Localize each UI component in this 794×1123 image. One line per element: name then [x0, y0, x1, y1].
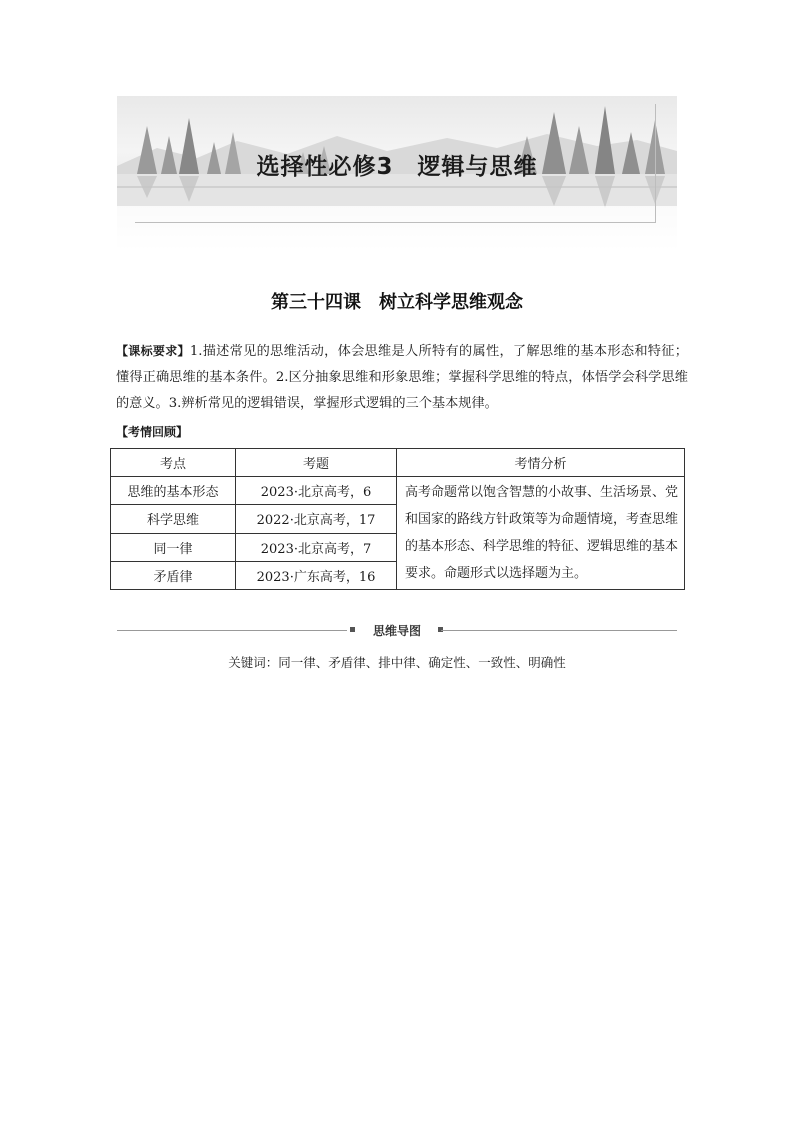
banner-title: 选择性必修3 逻辑与思维 [256, 154, 538, 180]
requirements-label: 【课标要求】 [116, 344, 190, 358]
cell-question: 2023·北京高考，7 [236, 533, 397, 561]
curriculum-requirements [116, 338, 688, 417]
lesson-title: 第三十四课 树立科学思维观念 [271, 292, 523, 313]
cell-question: 2023·广东高考，16 [236, 561, 397, 589]
divider-line-left [117, 630, 347, 631]
cell-point: 同一律 [111, 533, 236, 561]
header-banner [117, 96, 677, 254]
cell-point: 科学思维 [111, 505, 236, 533]
exam-review-table [110, 448, 685, 590]
cell-question: 2023·北京高考，6 [236, 477, 397, 505]
table-row [111, 477, 685, 505]
table-header-row [111, 449, 685, 477]
requirements-text: 1.描述常见的思维活动，体会思维是人所特有的属性，了解思维的基本形态和特征；懂得正确思维的基本条件。2.区分抽象思维和形象思维；掌握科学思维的特点，体悟学会科学思维的意义。3.辨析常见的逻辑错误，掌握形式逻辑的三个基本规律。 [116, 344, 688, 411]
header-analysis: 考情分析 [397, 449, 685, 477]
cell-question: 2022·北京高考，17 [236, 505, 397, 533]
mindmap-section-divider [117, 621, 677, 641]
divider-line-right [441, 630, 677, 631]
header-question: 考题 [236, 449, 397, 477]
cell-point: 矛盾律 [111, 561, 236, 589]
cell-analysis: 高考命题常以饱含智慧的小故事、生活场景、党和国家的路线方针政策等为命题情境，考查思维的基本形态、科学思维的特征、逻辑思维的基本要求。命题形式以选择题为主。 [397, 477, 685, 590]
header-point: 考点 [111, 449, 236, 477]
cell-point: 思维的基本形态 [111, 477, 236, 505]
keywords-line: 关键词：同一律、矛盾律、排中律、确定性、一致性、明确性 [228, 655, 566, 670]
mindmap-label: 思维导图 [372, 624, 421, 638]
exam-review-label: 【考情回顾】 [116, 425, 189, 439]
divider-square-icon [350, 627, 355, 632]
